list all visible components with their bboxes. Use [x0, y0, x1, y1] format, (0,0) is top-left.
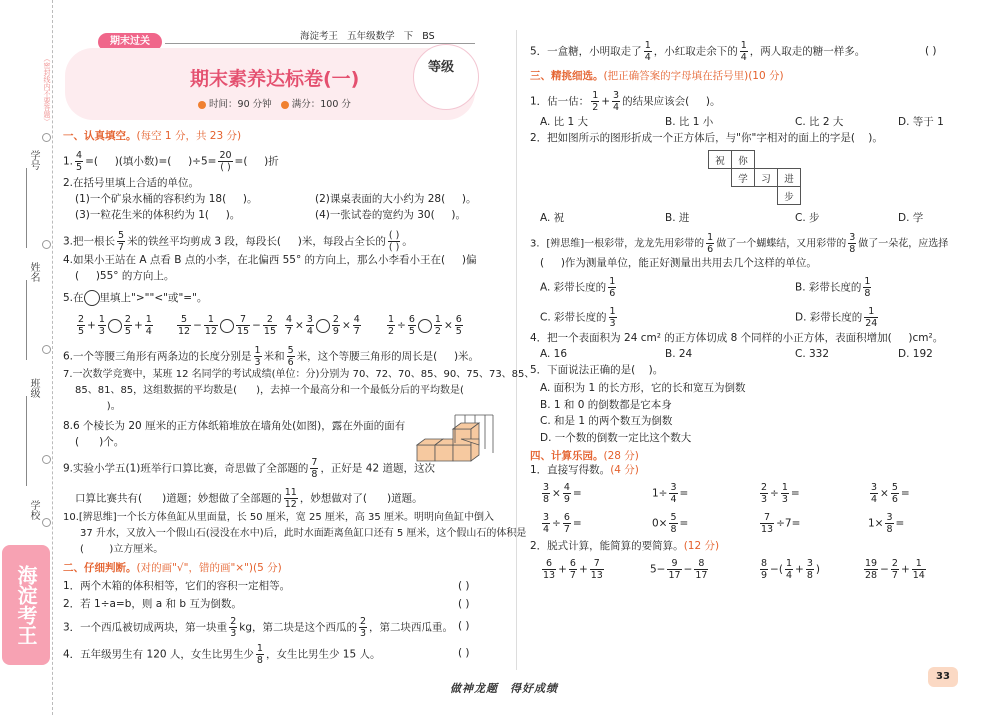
class-label: 班级 [28, 378, 39, 398]
column-divider [516, 30, 517, 670]
choice-3-a[interactable]: A. 彩带长度的 $\frac{1}{6}$ [540, 276, 616, 299]
answer-circle[interactable] [418, 319, 432, 333]
calc-1-item-3: $\frac{2}{3}$ ÷ $\frac{1}{3}$ = [761, 482, 800, 505]
compare-item-3: $\frac{4}{7}$ × $\frac{3}{4}$ $\frac{2}{9}$ × $\frac{4}{7}$ [286, 314, 360, 337]
class-line [26, 396, 27, 486]
term: 下 [403, 31, 414, 42]
grade-circle [413, 44, 479, 110]
choice-3: 3．[辨思维]一根彩带，龙龙先用彩带的 $\frac{1}{6}$ 做了一个蝴蝶结，又用彩带的 $\frac{3}{8}$ 做了一朵花，应选择 [530, 232, 949, 255]
question-1-7-cont: 85、81、85，这组数据的平均数是( )，去掉一个最高分和一个最低分后的平均数是( [75, 385, 464, 396]
compare-item-1: $\frac{2}{5}$ + $\frac{1}{3}$ $\frac{2}{5}$ + $\frac{1}{4}$ [78, 314, 152, 337]
question-1-2-1: (1)一个矿泉水桶的容积约为 18( )。 [75, 193, 258, 205]
calc-2-item-3: $\frac{8}{9}$ −( $\frac{1}{4}$ + $\frac{3}{8}$ ) [761, 558, 820, 581]
choice-1: 1．估一估： $\frac{1}{2}$ + $\frac{3}{4}$ 的结果应该会( )。 [530, 90, 721, 113]
question-1-2-3: (3)一粒花生米的体积约为 1( )。 [75, 209, 241, 221]
student-id-line [26, 168, 27, 248]
choice-1-d[interactable]: D. 等于 1 [898, 116, 944, 128]
choice-4-b[interactable]: B. 24 [665, 348, 693, 360]
student-id-label: 学号 [28, 150, 39, 170]
question-1-10-cont: 37 升水，又放入一个假山石(浸没在水中)后，此时水面距离鱼缸口还有 5 厘米，这个假山石的体积是 [80, 528, 527, 539]
book-name: 海淀考王 [300, 31, 339, 42]
question-1-10: 10.[辨思维]一个长方体鱼缸从里面量，长 50 厘米，宽 25 厘米，高 35 厘米。明明向鱼缸中倒入 [63, 512, 494, 523]
calc-1-item-6: 0× $\frac{5}{8}$ = [652, 512, 689, 535]
judge-1-paren[interactable]: ( ) [458, 580, 470, 592]
choice-4-c[interactable]: C. 332 [795, 348, 830, 360]
exam-score: 满分：100 分 [291, 99, 351, 110]
question-1-8-cont: ( )个。 [75, 436, 125, 448]
calc-1-item-5: $\frac{3}{4}$ ÷ $\frac{6}{7}$ = [543, 512, 582, 535]
grade-label: 等级 [428, 60, 455, 75]
name-line [26, 280, 27, 360]
section-2-title: 二、仔细判断。(对的画"√"，错的画"×")(5 分) [63, 562, 282, 574]
choice-2-a[interactable]: A. 祝 [540, 212, 565, 224]
clock-icon [198, 101, 206, 109]
question-1-9: 9.实验小学五(1)班举行口算比赛，奇思做了全部题的 $\frac{7}{8}$ ，正好是 42 道题，这次 [63, 457, 435, 480]
calc-1-item-1: $\frac{3}{8}$ × $\frac{4}{9}$ = [543, 482, 582, 505]
exam-title: 期末素养达标卷(一) [190, 68, 360, 90]
compare-circle-icon [84, 290, 100, 306]
choice-3-cont: ( )作为测量单位，能正好测量出共用去几个这样的单位。 [540, 257, 817, 269]
judge-5-paren[interactable]: ( ) [925, 45, 937, 57]
choice-4-d[interactable]: D. 192 [898, 348, 933, 360]
binding-hole [42, 345, 51, 354]
question-1-7: 7.一次数学竞赛中，某班 12 名同学的考试成绩(单位：分)分别为 70、72、70、85、90、75、73、85、 [63, 369, 535, 380]
calc-1: 1．直接写得数。(4 分) [530, 464, 639, 476]
judge-1: 1．两个木箱的体积相等，它们的容积一定相等。 [63, 580, 291, 592]
section-4-title: 四、计算乐园。(28 分) [530, 450, 639, 462]
judge-2-paren[interactable]: ( ) [458, 598, 470, 610]
compare-item-2: $\frac{5}{12}$ − $\frac{1}{12}$ $\frac{7}{15}$ − $\frac{2}{15}$ [178, 314, 276, 337]
question-1-9-cont: 口算比赛共有( )道题；妙想做了全部题的 $\frac{11}{12}$ ，妙想做对了( )道题。 [75, 487, 423, 510]
answer-circle[interactable] [220, 319, 234, 333]
footer-slogan: 做神龙题 得好成绩 [450, 682, 558, 695]
question-1-4: 4.如果小王站在 A 点看 B 点的小李，在北偏西 55° 的方向上，那么小李看小王在( )偏 [63, 254, 477, 266]
judge-3-paren[interactable]: ( ) [458, 620, 470, 632]
choice-2-c[interactable]: C. 步 [795, 212, 820, 224]
choice-4-a[interactable]: A. 16 [540, 348, 568, 360]
question-1-7-end: )。 [106, 401, 121, 412]
calc-2-item-1: $\frac{6}{13}$ + $\frac{6}{7}$ + $\frac{7}{13}$ [543, 558, 603, 581]
judge-4-paren[interactable]: ( ) [458, 647, 470, 659]
choice-1-a[interactable]: A. 比 1 大 [540, 116, 589, 128]
choice-5-b[interactable]: B. 1 和 0 的倒数都是它本身 [540, 399, 672, 411]
question-1-2-4: (4)一张试卷的宽约为 30( )。 [315, 209, 466, 221]
compare-item-4: $\frac{1}{2}$ ÷ $\frac{6}{5}$ $\frac{1}{2}$ × $\frac{6}{5}$ [388, 314, 462, 337]
question-1-2: 2.在括号里填上合适的单位。 [63, 177, 200, 189]
calc-1-item-4: $\frac{3}{4}$ × $\frac{5}{6}$ = [871, 482, 910, 505]
choice-5: 5．下面说法正确的是( )。 [530, 364, 664, 376]
check-icon [281, 101, 289, 109]
judge-5: 5．一盒糖，小明取走了 $\frac{1}{4}$ ，小红取走余下的 $\frac{1}{4}$ ，两人取走的糖一样多。 [530, 40, 866, 63]
binding-hole [42, 455, 51, 464]
chapter-badge: 期末过关 [98, 33, 162, 51]
choice-2: 2．把如图所示的图形折成一个正方体后，与"你"字相对的面上的字是( )。 [530, 132, 883, 144]
question-1-1: 1. $\frac{4}{5}$ =( )(填小数)=( )÷5= $\frac{20}{( )}$ =( )折 [63, 150, 279, 173]
choice-4: 4．把一个表面积为 24 cm² 的正方体切成 8 个同样的小正方体，表面积增加( )cm²。 [530, 332, 944, 344]
calc-1-item-8: 1× $\frac{3}{8}$ = [868, 512, 905, 535]
exam-time: 时间：90 分钟 [209, 99, 272, 110]
choice-1-b[interactable]: B. 比 1 小 [665, 116, 714, 128]
choice-3-d[interactable]: D. 彩带长度的 $\frac{1}{24}$ [795, 306, 878, 329]
question-1-6: 6.一个等腰三角形有两条边的长度分别是 $\frac{1}{3}$ 米和 $\frac{5}{6}$ 米，这个等腰三角形的周长是( )米。 [63, 345, 480, 368]
judge-4: 4．五年级男生有 120 人，女生比男生少 $\frac{1}{8}$ ，女生比男生少 15 人。 [63, 643, 381, 666]
edition: BS [422, 31, 435, 42]
calc-2-item-2: 5− $\frac{9}{17}$ − $\frac{8}{17}$ [650, 558, 708, 581]
answer-circle[interactable] [108, 319, 122, 333]
choice-5-a[interactable]: A. 面积为 1 的长方形，它的长和宽互为倒数 [540, 382, 746, 394]
brand-logo: 海淀考王 [2, 545, 50, 665]
question-1-4-cont: ( )55° 的方向上。 [75, 270, 175, 282]
question-1-8: 8.6 个棱长为 20 厘米的正方体纸箱堆放在墙角处(如图)，露在外面的面有 [63, 420, 406, 432]
binding-hole [42, 133, 51, 142]
choice-5-c[interactable]: C. 和是 1 的两个数互为倒数 [540, 415, 673, 427]
judge-2: 2．若 1÷a=b，则 a 和 b 互为倒数。 [63, 598, 242, 610]
choice-3-b[interactable]: B. 彩带长度的 $\frac{1}{8}$ [795, 276, 871, 299]
box-stack-figure [415, 413, 495, 463]
answer-circle[interactable] [316, 319, 330, 333]
calc-2: 2．脱式计算，能简算的要简算。(12 分) [530, 540, 720, 552]
question-1-5: 5.在 里填上">""<"或"="。 [63, 292, 208, 304]
choice-5-d[interactable]: D. 一个数的倒数一定比这个数大 [540, 432, 692, 444]
choice-2-d[interactable]: D. 学 [898, 212, 924, 224]
judge-3: 3．一个西瓜被切成两块，第一块重 $\frac{2}{3}$ kg，第二块是这个西瓜的 $\frac{2}{3}$ ，第二块西瓜重。 [63, 616, 454, 639]
question-1-3: 3.把一根长 $\frac{5}{7}$ 米的铁丝平均剪成 3 段，每段长( )米，每段占全长的 $\frac{( )}{( )}$ 。 [63, 230, 413, 253]
question-1-10-end: ( )立方厘米。 [80, 544, 164, 555]
cube-net-figure: 祝 你 学 习 进 步 [708, 150, 801, 205]
choice-2-b[interactable]: B. 进 [665, 212, 690, 224]
name-label: 姓名 [28, 262, 39, 282]
section-3-title: 三、精挑细选。(把正确答案的字母填在括号里)(10 分) [530, 70, 784, 82]
grade-name: 五年级数学 [347, 31, 395, 42]
binding-hole [42, 240, 51, 249]
seal-notice: （密封线内不要答题） [43, 55, 51, 125]
school-label: 学校 [28, 500, 39, 520]
choice-1-c[interactable]: C. 比 2 大 [795, 116, 844, 128]
calc-2-item-4: $\frac{19}{28}$ − $\frac{2}{7}$ + $\frac{1}{14}$ [865, 558, 925, 581]
calc-1-item-7: $\frac{7}{13}$ ÷7= [761, 512, 801, 535]
section-1-title: 一、认真填空。(每空 1 分，共 23 分) [63, 130, 242, 142]
question-1-2-2: (2)课桌表面的大小约为 28( )。 [315, 193, 477, 205]
binding-hole [42, 518, 51, 527]
page-number: 33 [928, 667, 958, 687]
calc-1-item-2: 1÷ $\frac{3}{4}$ = [652, 482, 689, 505]
choice-3-c[interactable]: C. 彩带长度的 $\frac{1}{3}$ [540, 306, 616, 329]
